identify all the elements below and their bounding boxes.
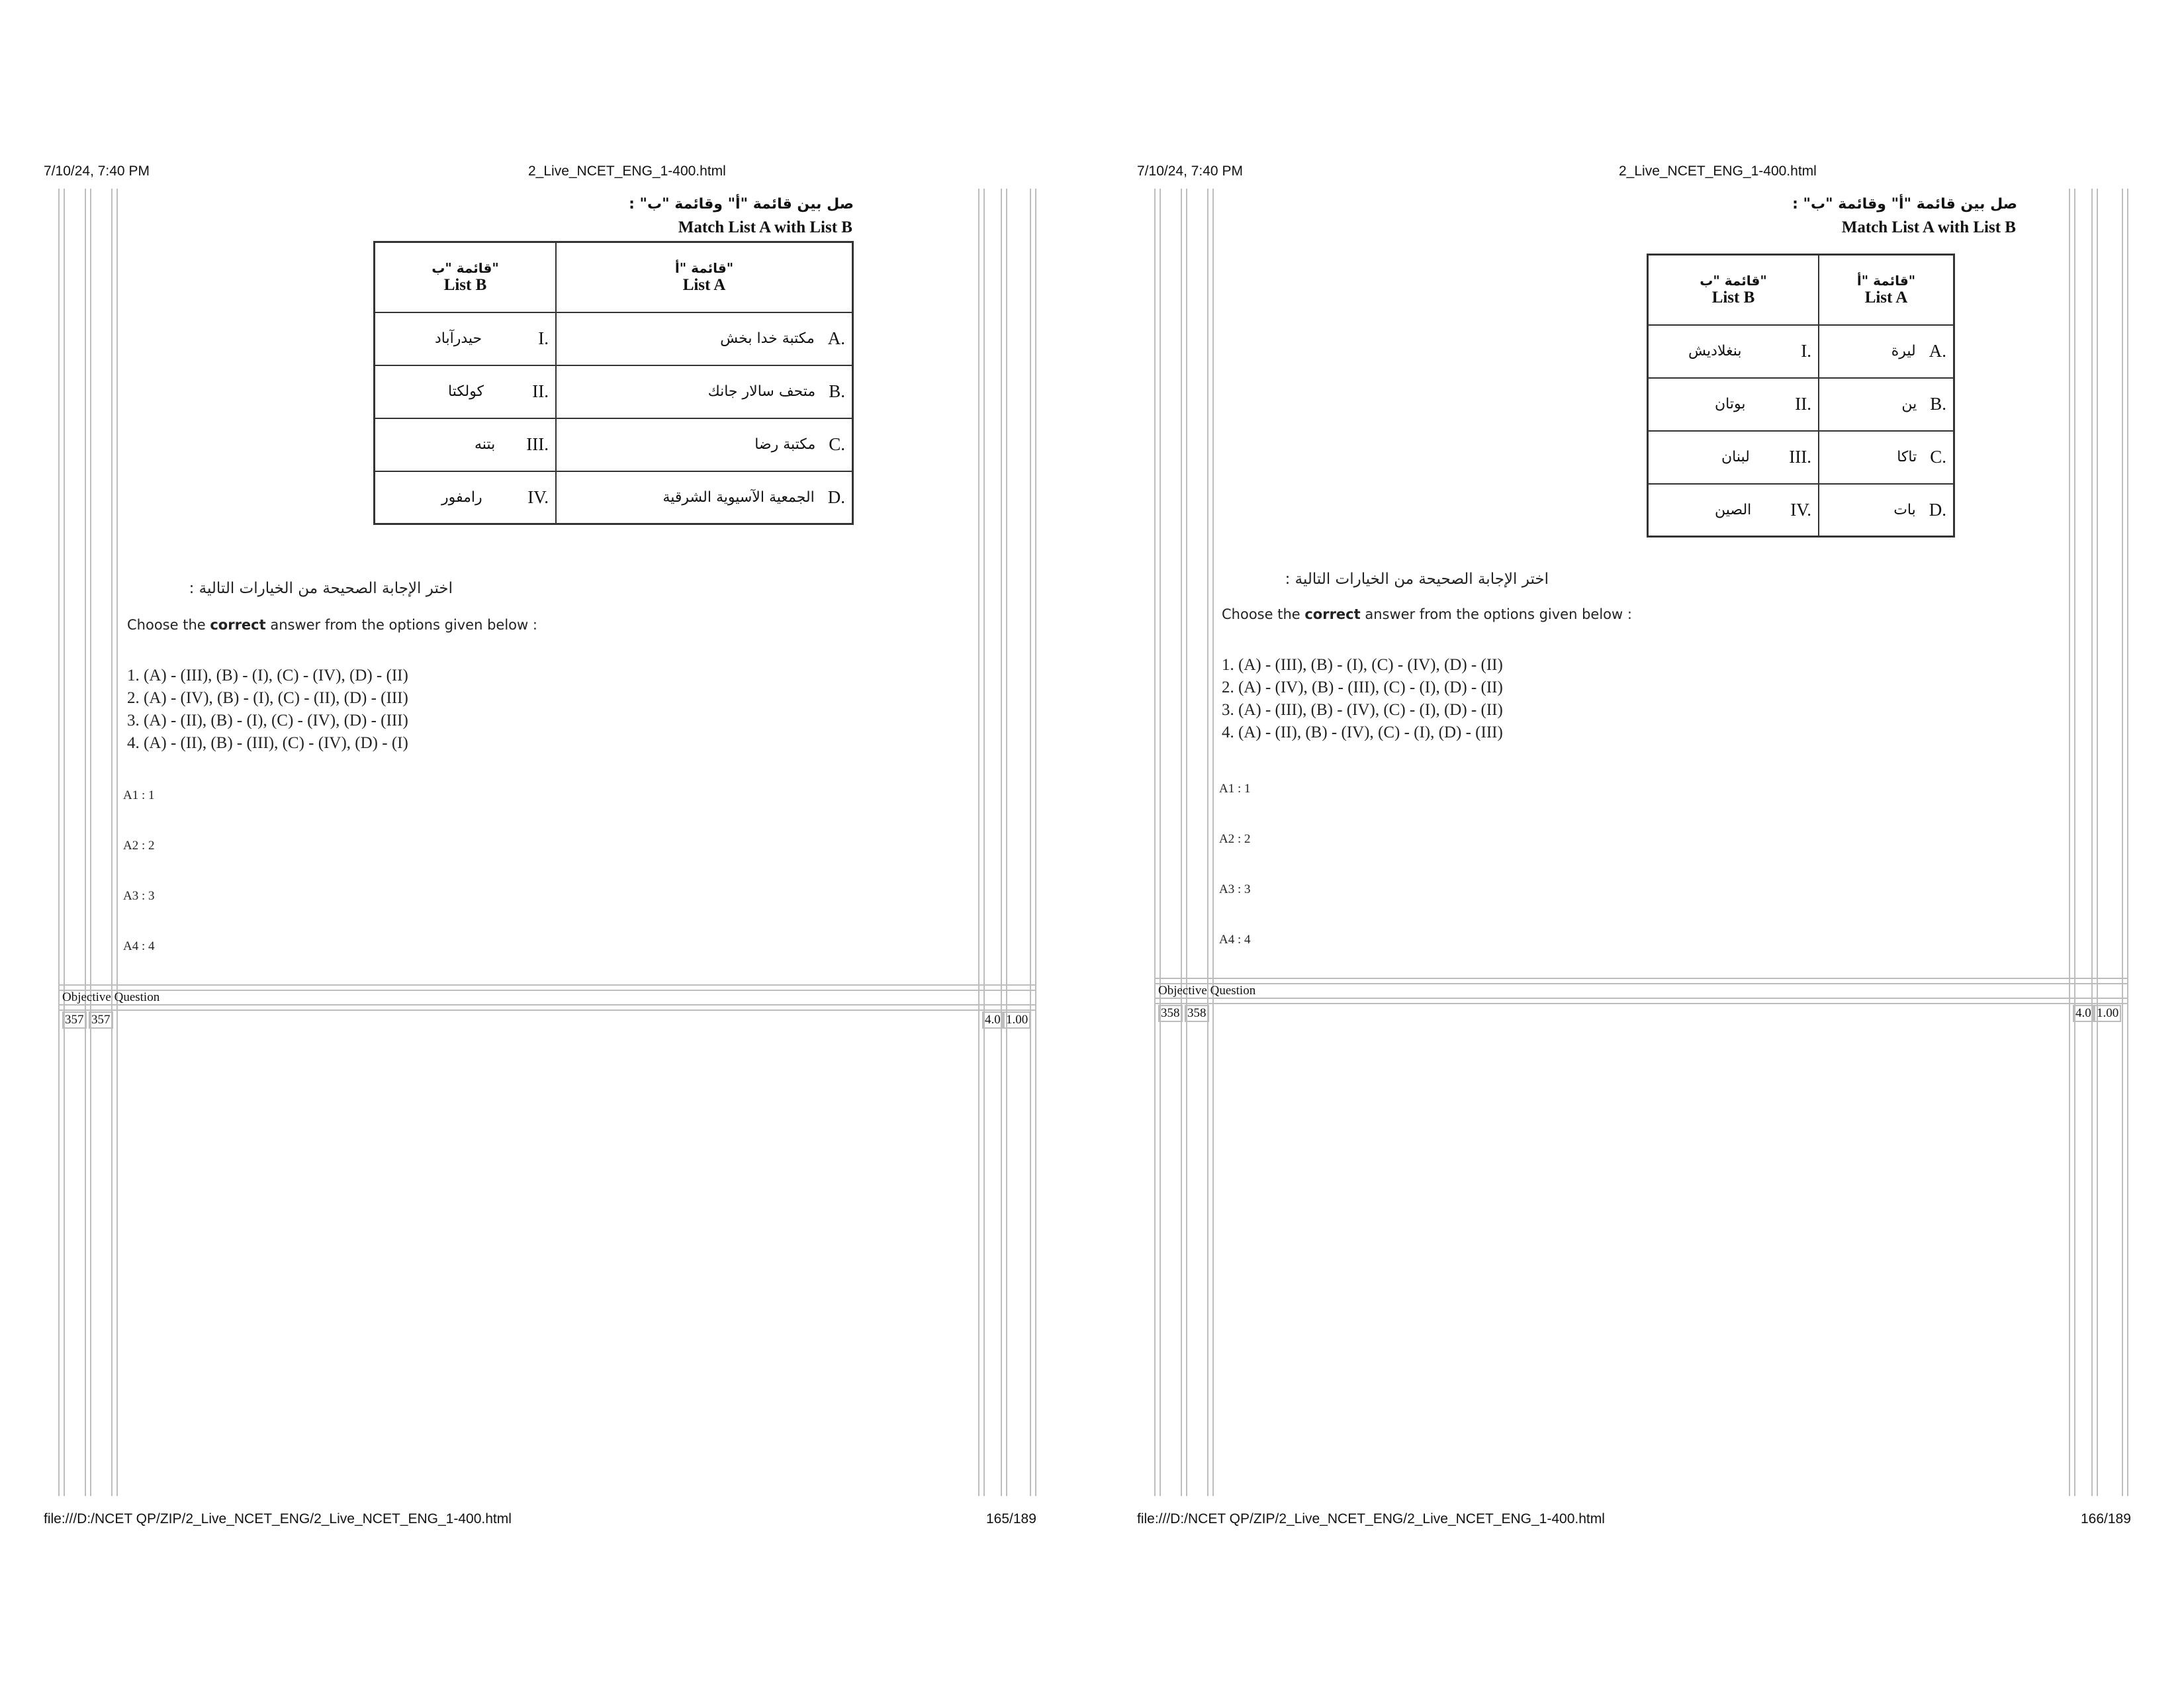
list-a-header: List A [1864, 288, 1908, 306]
frame-line [85, 189, 86, 1496]
print-title: 2_Live_NCET_ENG_1-400.html [1619, 164, 1817, 179]
table-row [1648, 431, 1954, 484]
list-a-letter: A. [827, 328, 845, 348]
list-a-item: بات [1893, 501, 1916, 518]
frame-line [116, 189, 118, 1496]
negative-marks-value: 1.00 [1003, 1011, 1030, 1029]
print-page-number: 165/189 [986, 1511, 1036, 1526]
instruction-arabic: اختر الإجابة الصحيحة من الخيارات التالية : [1285, 571, 1549, 588]
frame-line [58, 1004, 1036, 1006]
list-a-item: ين [1901, 396, 1917, 412]
list-b-number: III. [526, 434, 549, 454]
answer-key-a3: A3 : 3 [123, 889, 155, 903]
list-b-number: II. [532, 381, 549, 401]
list-b-number: I. [1801, 341, 1811, 361]
frame-line [90, 189, 91, 1496]
print-file-path: file:///D:/NCET QP/ZIP/2_Live_NCET_ENG/2_Live_NCET_ENG_1-400.html [1137, 1511, 1605, 1526]
answer-key-a2: A2 : 2 [123, 839, 155, 853]
list-a-letter: C. [829, 434, 845, 454]
list-a-item: مكتبة رضا [754, 436, 816, 453]
print-title: 2_Live_NCET_ENG_1-400.html [528, 164, 726, 179]
frame-line [2122, 189, 2123, 1496]
frame-line [111, 189, 113, 1496]
list-a-letter: B. [1930, 394, 1946, 414]
option-item: 2. (A) - (IV), (B) - (III), (C) - (I), (D) - (II) [1222, 679, 1503, 696]
answer-options [1222, 654, 1503, 744]
frame-line [1154, 983, 2128, 984]
table-row [375, 418, 853, 471]
page-166 [1092, 0, 2184, 1688]
option-item: 2. (A) - (IV), (B) - (I), (C) - (II), (D) - (III) [127, 689, 408, 707]
marks-value: 4.0 [2073, 1005, 2094, 1022]
table-row [375, 365, 853, 418]
frame-line [58, 189, 60, 1496]
frame-line [1154, 1003, 2128, 1004]
list-a-item: متحف سالار جانك [707, 383, 816, 400]
frame-line [983, 189, 985, 1496]
list-b-header: List B [443, 275, 487, 294]
table-row [1648, 484, 1954, 537]
question-id: 358 [1185, 1005, 1209, 1022]
answer-key-a4: A4 : 4 [123, 939, 155, 953]
list-b-header-arabic: قائمة "ب" [1700, 272, 1767, 289]
frame-line [1186, 189, 1187, 1496]
frame-line [1035, 189, 1036, 1496]
list-a-letter: D. [1929, 499, 1946, 520]
instruction-english: Choose the correct answer from the options given below : [127, 617, 537, 633]
frame-line [58, 1009, 1036, 1011]
frame-line [2091, 189, 2093, 1496]
table-row [1648, 325, 1954, 378]
question-type-label: Objective Question [1158, 984, 1256, 998]
option-item: 4. (A) - (II), (B) - (III), (C) - (IV), (D) - (I) [127, 734, 408, 752]
list-a-item: الجمعية الآسيوية الشرقية [662, 489, 815, 506]
question-heading-english: Match List A with List B [1841, 218, 2016, 236]
list-b-header: List B [1711, 288, 1755, 306]
frame-line [2097, 189, 2098, 1496]
question-heading-arabic: صل بين قائمة "أ" وقائمة "ب" : [629, 196, 854, 212]
frame-line [1154, 998, 2128, 999]
instruction-arabic: اختر الإجابة الصحيحة من الخيارات التالية : [189, 580, 453, 597]
frame-line [1207, 189, 1208, 1496]
list-b-item: الصين [1715, 501, 1752, 518]
list-a-letter: B. [829, 381, 845, 401]
answer-options [127, 665, 408, 755]
list-a-header-arabic: قائمة "أ" [1856, 272, 1916, 289]
negative-marks-value: 1.00 [2094, 1005, 2121, 1022]
list-a-item: مكتبة خدا بخش [720, 330, 815, 347]
frame-line [2069, 189, 2070, 1496]
list-a-letter: C. [1930, 447, 1946, 467]
list-b-item: بتنه [475, 436, 496, 453]
list-a-letter: A. [1929, 341, 1946, 361]
frame-line [64, 189, 65, 1496]
list-b-header-arabic: قائمة "ب" [432, 259, 499, 276]
list-a-header: List A [682, 275, 726, 294]
match-table [1647, 254, 1955, 538]
answer-key-a1: A1 : 1 [123, 788, 155, 802]
match-table [373, 241, 854, 525]
table-row [1648, 378, 1954, 431]
list-b-item: كولكتا [448, 383, 484, 400]
question-id: 357 [89, 1011, 113, 1029]
question-number: 357 [62, 1011, 87, 1029]
frame-line [1181, 189, 1182, 1496]
list-b-item: بوتان [1715, 396, 1746, 412]
table-row [375, 312, 853, 365]
option-item: 4. (A) - (II), (B) - (IV), (C) - (I), (D) - (III) [1222, 724, 1503, 741]
marks-value: 4.0 [982, 1011, 1003, 1029]
frame-line [1154, 978, 2128, 979]
list-a-item: تاكا [1897, 449, 1917, 465]
list-b-item: بنغلاديش [1688, 343, 1742, 359]
list-b-number: IV. [1790, 499, 1811, 520]
frame-line [978, 189, 979, 1496]
instruction-english: Choose the correct answer from the options given below : [1222, 606, 1632, 622]
option-item: 3. (A) - (III), (B) - (IV), (C) - (I), (D) - (II) [1222, 701, 1503, 719]
list-b-number: II. [1795, 394, 1811, 414]
list-b-number: I. [538, 328, 549, 348]
frame-line [1001, 189, 1002, 1496]
list-b-number: IV. [527, 487, 549, 507]
frame-line [1006, 189, 1007, 1496]
list-b-item: رامفور [441, 489, 482, 506]
print-datetime: 7/10/24, 7:40 PM [44, 164, 150, 179]
frame-line [1030, 189, 1031, 1496]
print-page-number: 166/189 [2081, 1511, 2131, 1526]
option-item: 3. (A) - (II), (B) - (I), (C) - (IV), (D) - (III) [127, 712, 408, 729]
question-heading-arabic: صل بين قائمة "أ" وقائمة "ب" : [1792, 196, 2017, 212]
question-heading-english: Match List A with List B [678, 218, 852, 236]
frame-line [58, 990, 1036, 991]
print-file-path: file:///D:/NCET QP/ZIP/2_Live_NCET_ENG/2_Live_NCET_ENG_1-400.html [44, 1511, 512, 1526]
list-a-header-arabic: قائمة "أ" [674, 259, 734, 276]
list-a-letter: D. [827, 487, 845, 507]
answer-key-a1: A1 : 1 [1219, 782, 1251, 796]
option-item: 1. (A) - (III), (B) - (I), (C) - (IV), (D) - (II) [1222, 656, 1503, 674]
question-number: 358 [1158, 1005, 1183, 1022]
list-a-item: ليرة [1891, 343, 1916, 359]
list-b-number: III. [1789, 447, 1811, 467]
answer-key-a3: A3 : 3 [1219, 882, 1251, 896]
frame-line [2074, 189, 2075, 1496]
frame-line [1160, 189, 1161, 1496]
list-b-item: لبنان [1721, 449, 1750, 465]
option-item: 1. (A) - (III), (B) - (I), (C) - (IV), (D) - (II) [127, 667, 408, 684]
frame-line [1212, 189, 1214, 1496]
question-type-label: Objective Question [62, 990, 160, 1004]
answer-key-a2: A2 : 2 [1219, 832, 1251, 846]
list-b-item: حيدرآباد [435, 330, 482, 347]
print-datetime: 7/10/24, 7:40 PM [1137, 164, 1243, 179]
frame-line [1154, 189, 1156, 1496]
answer-key-a4: A4 : 4 [1219, 933, 1251, 947]
frame-line [58, 984, 1036, 986]
frame-line [2127, 189, 2128, 1496]
table-row [375, 471, 853, 524]
